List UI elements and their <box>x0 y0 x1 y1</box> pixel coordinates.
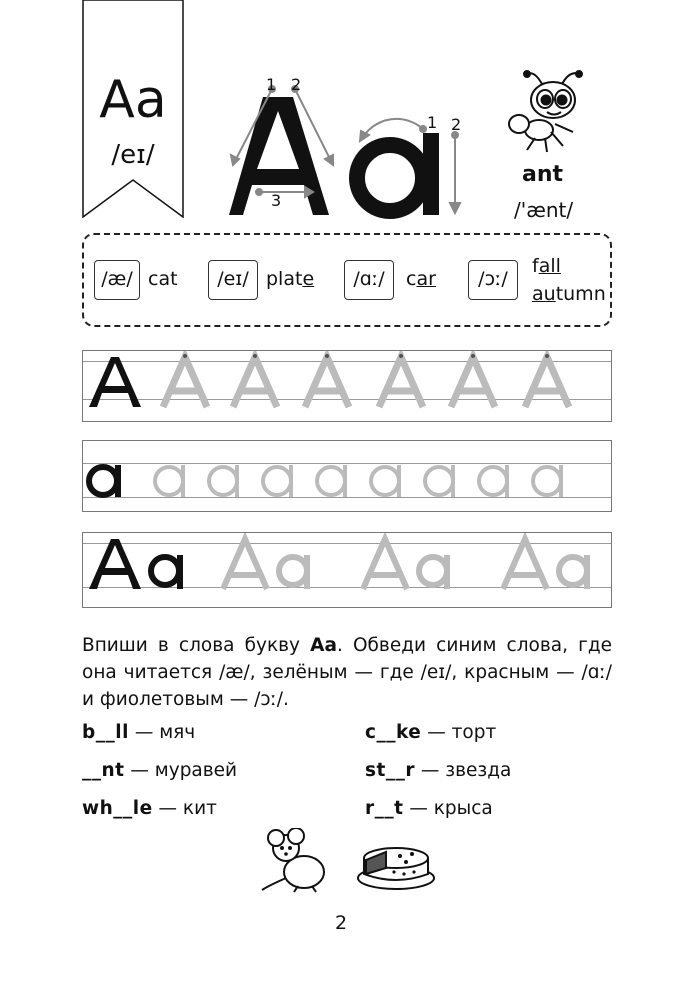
exercise-ant <box>82 760 237 781</box>
sound-example-plate: plate <box>266 268 315 290</box>
exercise-rat <box>365 798 493 819</box>
sounds-box <box>82 233 612 327</box>
practice-row-lowercase <box>82 440 612 512</box>
exercise-word: b__ll <box>82 722 129 743</box>
exercise-word: st__r <box>365 760 415 781</box>
cake-icon <box>356 830 438 896</box>
ipa-chip-ei: /eɪ/ <box>208 260 258 300</box>
task-text-end: . Обведи синим слова, где она читается /æ/, зелёным — где /eɪ/, красным — /ɑː/ и фиолетовым — /ɔː/. <box>82 635 612 710</box>
sound-example-fall: fall <box>532 255 561 277</box>
task-letter: Aa <box>310 635 337 656</box>
sound-example-car: car <box>406 268 436 290</box>
exercise-translation: — кит <box>158 798 217 819</box>
stroke-number-2: 2 <box>291 75 302 94</box>
exercise-word: wh__le <box>82 798 153 819</box>
banner-letter: Aa <box>99 70 167 130</box>
exercise-ball <box>82 722 195 743</box>
stroke-number-a1: 1 <box>427 113 438 132</box>
mouse-icon <box>258 828 338 900</box>
stroke-number-1: 1 <box>266 75 277 94</box>
exercise-star <box>365 760 511 781</box>
ant-icon <box>505 66 595 162</box>
letter-banner <box>82 0 184 218</box>
exercise-word: c__ke <box>365 722 422 743</box>
page-number: 2 <box>334 912 348 934</box>
ipa-chip-a-long: /ɑː/ <box>344 260 394 300</box>
exercise-translation: — мяч <box>134 722 196 743</box>
trace-letters-a <box>155 465 561 497</box>
practice-row-capital <box>82 350 612 422</box>
exercise-whale <box>82 798 217 819</box>
exercise-word: __nt <box>82 760 125 781</box>
ipa-chip-ae: /æ/ <box>94 260 140 300</box>
big-letters-svg <box>215 75 475 225</box>
task-instructions <box>82 632 612 713</box>
exercise-word: r__t <box>365 798 404 819</box>
exercise-translation: — торт <box>427 722 497 743</box>
exercise-translation: — муравей <box>130 760 238 781</box>
stroke-number-a2: 2 <box>451 115 462 134</box>
picture-word-ipa: /'ænt/ <box>514 198 574 222</box>
exercise-translation: — звезда <box>420 760 512 781</box>
task-text-start: Впиши в слова букву <box>82 635 311 656</box>
practice-row-pair <box>82 532 612 608</box>
exercise-translation: — крыса <box>409 798 493 819</box>
picture-word: ant <box>522 162 564 187</box>
sound-example-cat: cat <box>148 268 178 290</box>
stroke-order-diagram <box>215 75 475 229</box>
trace-letters-A <box>163 357 569 407</box>
model-letter-a <box>89 467 117 495</box>
banner-ipa: /eɪ/ <box>111 140 155 170</box>
stroke-number-3: 3 <box>271 191 282 210</box>
ipa-chip-o-long: /ɔː/ <box>468 260 518 300</box>
exercise-cake <box>365 722 496 743</box>
sound-example-autumn: autumn <box>532 283 606 305</box>
trace-letters-Aa <box>223 539 587 589</box>
